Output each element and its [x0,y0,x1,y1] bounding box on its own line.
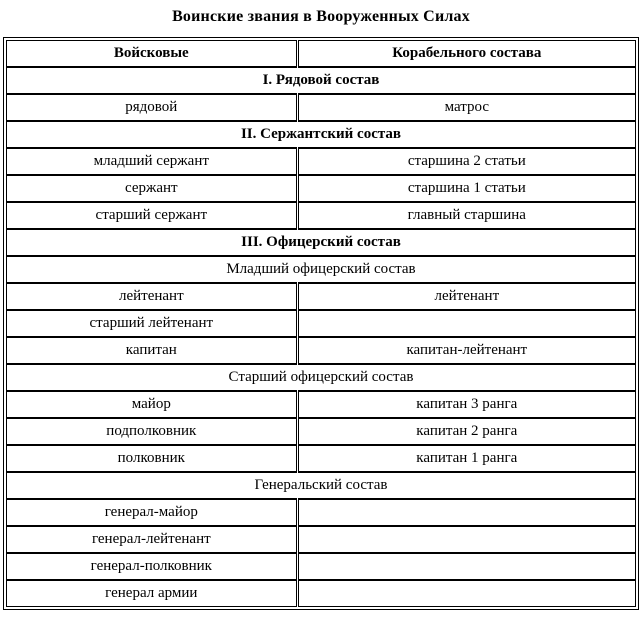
navy-rank-cell [297,553,635,580]
navy-rank-cell: капитан 3 ранга [297,391,635,418]
section-header-cell: I. Рядовой состав [7,67,636,94]
army-rank-cell: сержант [7,175,298,202]
section-header-cell: II. Сержантский состав [7,121,636,148]
army-rank-cell: подполковник [7,418,298,445]
rank-row [7,310,636,337]
ranks-table-frame [3,37,639,610]
rank-row [7,175,636,202]
column-header-army: Войсковые [7,41,298,68]
section-header-row [7,472,636,499]
navy-rank-cell [297,580,635,607]
navy-rank-cell: главный старшина [297,202,635,229]
ranks-table [6,40,636,607]
rank-row [7,148,636,175]
column-header-row [7,41,636,68]
navy-rank-cell: старшина 2 статьи [297,148,635,175]
rank-row [7,94,636,121]
rank-row [7,445,636,472]
section-header-cell: Младший офицерский состав [7,256,636,283]
navy-rank-cell [297,499,635,526]
army-rank-cell: старший сержант [7,202,298,229]
navy-rank-cell: капитан 1 ранга [297,445,635,472]
rank-row [7,526,636,553]
section-header-cell: III. Офицерский состав [7,229,636,256]
section-header-row [7,121,636,148]
section-header-row [7,229,636,256]
rank-row [7,418,636,445]
ranks-table-body [7,41,636,607]
navy-rank-cell: капитан-лейтенант [297,337,635,364]
navy-rank-cell [297,526,635,553]
section-header-cell: Старший офицерский состав [7,364,636,391]
army-rank-cell: генерал-майор [7,499,298,526]
rank-row [7,391,636,418]
army-rank-cell: майор [7,391,298,418]
section-header-row [7,364,636,391]
section-header-cell: Генеральский состав [7,472,636,499]
rank-row [7,553,636,580]
section-header-row [7,256,636,283]
rank-row [7,580,636,607]
army-rank-cell: капитан [7,337,298,364]
army-rank-cell: генерал-лейтенант [7,526,298,553]
army-rank-cell: полковник [7,445,298,472]
army-rank-cell: лейтенант [7,283,298,310]
rank-row [7,499,636,526]
navy-rank-cell: матрос [297,94,635,121]
rank-row [7,202,636,229]
army-rank-cell: генерал армии [7,580,298,607]
army-rank-cell: рядовой [7,94,298,121]
army-rank-cell: генерал-полковник [7,553,298,580]
army-rank-cell: старший лейтенант [7,310,298,337]
army-rank-cell: младший сержант [7,148,298,175]
column-header-navy: Корабельного состава [297,41,635,68]
rank-row [7,337,636,364]
navy-rank-cell: лейтенант [297,283,635,310]
section-header-row [7,67,636,94]
navy-rank-cell: старшина 1 статьи [297,175,635,202]
navy-rank-cell [297,310,635,337]
page-title: Воинские звания в Вооруженных Силах [172,8,470,25]
rank-row [7,283,636,310]
navy-rank-cell: капитан 2 ранга [297,418,635,445]
